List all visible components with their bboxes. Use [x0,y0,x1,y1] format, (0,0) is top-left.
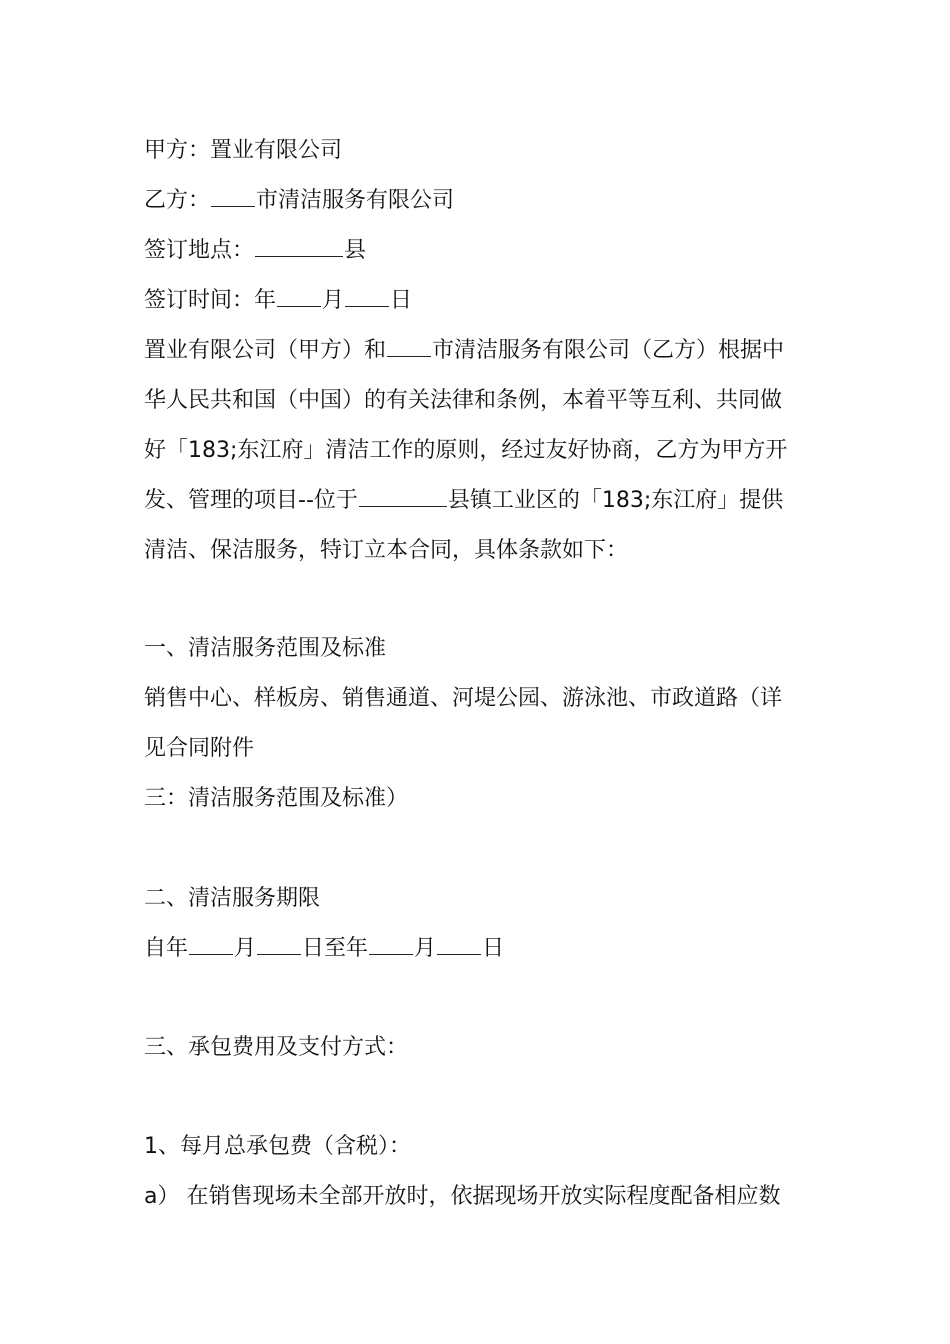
party-a-text: 甲方：置业有限公司 [144,138,343,163]
section-3-item-a-text: a） 在销售现场未全部开放时，依据现场开放实际程度配备相应数 [144,1184,781,1209]
intro-line-5 [144,536,814,566]
party-b-suffix: 市清洁服务有限公司 [256,188,455,213]
blank-underline [211,186,255,207]
blank-underline [257,934,301,955]
section-1-title-text: 一、清洁服务范围及标准 [144,636,387,661]
intro-line-2-text: 华人民共和国（中国）的有关法律和条例，本着平等互利、共同做 [144,388,783,413]
section-3-title-text: 三、承包费用及支付方式： [144,1035,409,1060]
period-to-month: 月 [414,936,437,961]
party-b-line [144,186,814,216]
signing-time-day: 日 [390,288,413,313]
blank-underline [437,934,481,955]
signing-time-line [144,286,814,316]
party-a-line [144,136,814,166]
signing-time-prefix: 签订时间：年 [144,288,277,313]
intro-line-3 [144,436,814,466]
intro-line-1b: 市清洁服务有限公司（乙方）根据中 [432,338,785,363]
period-to-year: 日至年 [302,936,369,961]
blank-underline [387,336,431,357]
intro-line-4 [144,486,814,516]
section-2-title-text: 二、清洁服务期限 [144,886,321,911]
intro-line-1a: 置业有限公司（甲方）和 [144,338,387,363]
period-from-year: 自年 [144,936,189,961]
intro-line-4a: 发、管理的项目--位于 [144,488,358,513]
section-3-item-1 [144,1132,814,1162]
signing-place-suffix: 县 [344,238,367,263]
blank-underline [369,934,413,955]
section-1-line-1 [144,684,814,714]
section-3-item-a [144,1182,814,1212]
signing-place-prefix: 签订地点： [144,238,255,263]
section-1-line-3 [144,784,814,814]
blank-underline [345,286,389,307]
signing-time-month: 月 [322,288,345,313]
intro-line-3-text: 好「183;东江府」清洁工作的原则，经过友好协商，乙方为甲方开 [144,438,788,463]
section-1-line-1-text: 销售中心、样板房、销售通道、河堤公园、游泳池、市政道路（详 [144,686,783,711]
blank-underline [189,934,233,955]
section-1-title [144,634,814,664]
intro-line-4b: 县镇工业区的「183;东江府」提供 [447,488,784,513]
section-2-title [144,884,814,914]
blank-underline [359,486,447,507]
section-3-title [144,1033,814,1063]
party-b-prefix: 乙方： [144,188,211,213]
blank-underline [255,236,343,257]
intro-line-5-text: 清洁、保洁服务，特订立本合同，具体条款如下： [144,538,629,563]
period-to-day: 日 [482,936,505,961]
period-from-month: 月 [234,936,257,961]
signing-place-line [144,236,814,266]
section-1-line-2 [144,734,814,764]
section-1-line-3-text: 三：清洁服务范围及标准） [144,786,409,811]
section-3-item-1-text: 1、每月总承包费（含税）： [144,1134,411,1159]
section-1-line-2-text: 见合同附件 [144,736,255,761]
intro-line-2 [144,386,814,416]
blank-underline [277,286,321,307]
intro-line-1 [144,336,814,366]
section-2-period-line [144,934,814,964]
